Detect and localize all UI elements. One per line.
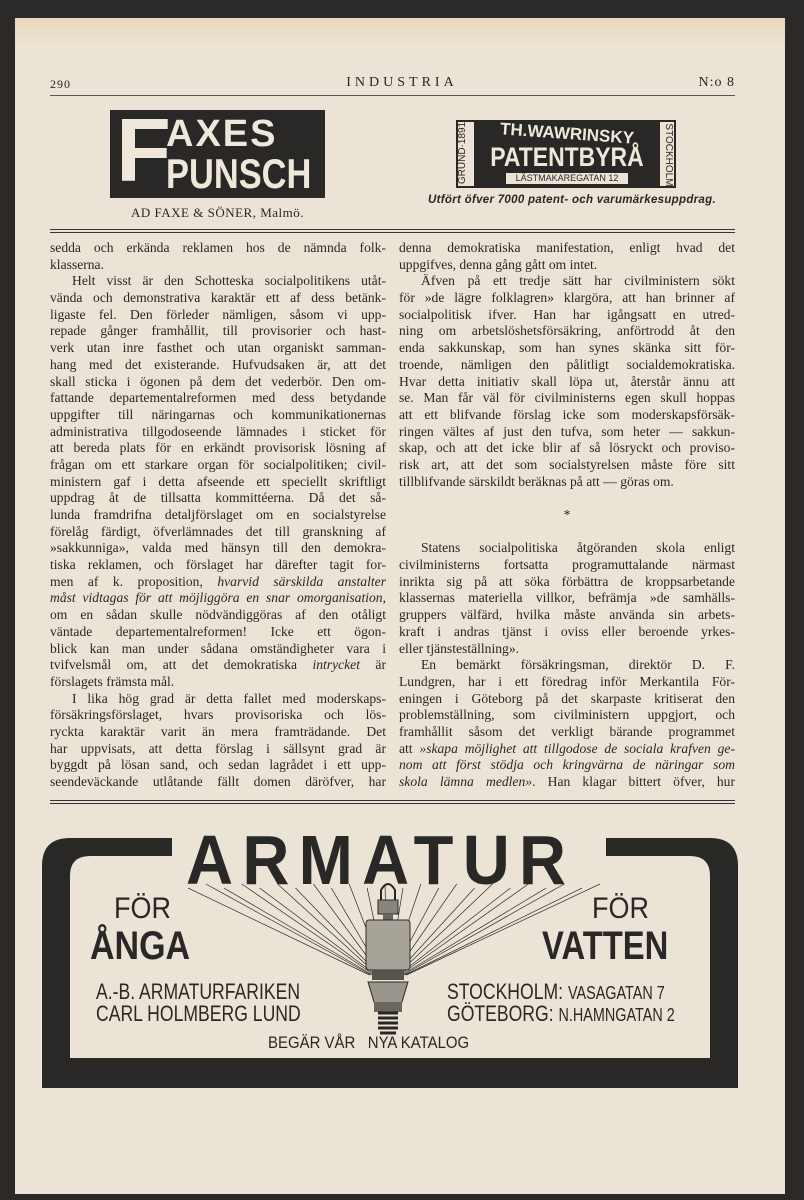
text-segment: är: [360, 657, 386, 673]
faxes-word: AXES: [166, 113, 278, 155]
company-address: LÄSTMAKAREGATAN 12: [506, 173, 628, 184]
text-segment: se. Man får väl för civilministerns egen skull hoppas: [399, 390, 735, 406]
text-segment: uppdrag åt de tillsatta kommittéerna. Då det så-: [50, 490, 386, 506]
text-segment: framhållit såsom det verkligt bärande programmet: [399, 723, 735, 739]
text-segment: skall sticka i ögonen på dem det vederbör. Den om-: [50, 373, 386, 389]
text-segment: tiska reklamen, och förslaget har därefter tagit for-: [50, 557, 386, 573]
text-segment: att bereda plats för en erkändt provisorisk lösning af: [50, 440, 386, 456]
office-city: GÖTEBORG:: [447, 1001, 554, 1026]
text-segment: Hvar detta initiativ skall löpa ut, återstår ännu att: [399, 373, 735, 389]
punsch-word: PUNSCH: [166, 150, 312, 197]
text-segment: byggdt på lösan sand, och sedan lagrådet i ett upp-: [50, 757, 386, 773]
text-segment: administrativa tillgodoseende lämnades i sticket för: [50, 423, 386, 439]
text-segment: men af k. proposition,: [50, 573, 218, 589]
text-segment: blick kan man under sådana omständigheter vara i: [50, 640, 386, 656]
armatur-headline: ARMATUR: [186, 821, 576, 899]
text-segment: Statens socialpolitiska åtgöranden skola enligt: [421, 540, 735, 556]
issue-number: N:o 8: [698, 75, 735, 90]
text-segment: ringen vältes af just den tufva, som heter — sakkun-: [399, 423, 735, 439]
text-segment: har uppvisats, att detta förslag i sällsynt grad är: [50, 740, 386, 756]
text-segment: vända och demonstrativa karaktär ett af dess betänk-: [50, 290, 386, 306]
ray-line: [188, 888, 370, 975]
text-segment: lunda framdrifna detaljförslaget om en socialstyrelse: [50, 507, 386, 522]
text-segment: Helt visst är den Schotteska socialpolitikens utåt-: [72, 273, 386, 289]
text-segment: En bemärkt försäkringsman, direktör D. F.: [421, 657, 735, 673]
text-segment: tvifvelsmål om, att det demokratiska: [50, 657, 313, 673]
office-city: STOCKHOLM:: [447, 979, 564, 1004]
text-segment: ning om arbetslöshetsförsäkring, anförtrodd åt den: [399, 323, 735, 339]
text-segment: ryckta karaktär varit än mera framträdande. Det: [50, 723, 386, 739]
text-segment: att: [399, 740, 420, 756]
text-segment: hang med det existerande. Hufvudsaken är, att det: [50, 356, 386, 372]
company-line-2: CARL HOLMBERG LUND: [96, 1001, 301, 1026]
text-segment: *: [563, 507, 571, 522]
wawrinsky-caption: Utfört öfver 7000 patent- och varumärkesuppdrag.: [428, 194, 716, 206]
text-segment: att ett blifvande förslag icke som moderskapsförsäk-: [399, 406, 735, 422]
text-segment: eller tjänsteställning».: [399, 640, 520, 656]
faxes-initial: F: [116, 101, 171, 201]
text-segment: frågan om ett starkare organ för socialpolitiken; civil-: [50, 456, 386, 472]
founded-label: GRUND·1891: [457, 121, 468, 185]
text-segment: försäkringsförslaget, hvars provisoriska och lös-: [50, 707, 386, 723]
text-segment: gruppers välfärd, hvilka måste använda sin arbets-: [399, 607, 735, 623]
text-segment: eningen i Göteborg på det skarpaste kritiserat den: [399, 690, 735, 706]
valve-icon: [366, 884, 410, 1033]
company-line-1: A.-B. ARMATURFARIKEN: [96, 979, 301, 1004]
text-segment: uppgifves, denna gång gått om intet.: [399, 256, 598, 272]
vatten-label: VATTEN: [542, 924, 669, 968]
city-label: STOCKHOLM: [663, 123, 674, 187]
text-segment: repade gånger framhållit, till provisorier och hast-: [50, 323, 386, 339]
page-number: 290: [50, 77, 71, 91]
text-segment: troende, nämligen den pålitligt socialdemokratiska.: [399, 356, 735, 372]
text-segment: tillblifvande särskildt beräknas på att — göras om.: [399, 473, 674, 489]
text-segment: ,: [382, 590, 386, 606]
company-name: TH.WAWRINSKY: [499, 119, 635, 148]
italic-text: intrycket: [312, 657, 360, 673]
text-segment: socialpolitisk ifver. Han har igångsatt en utred-: [399, 306, 735, 322]
text-segment: seendeväckande utlåtande fällt domen däröfver, har: [50, 774, 386, 789]
for-label-right: FÖR: [592, 892, 649, 925]
text-segment: förslagets främsta mål.: [50, 673, 175, 689]
text-segment: för »de lägre folklagren» klargöra, att han brinner af: [399, 290, 735, 306]
text-segment: Lundgren, har i ett föredrag inför Merkantila För-: [399, 673, 735, 689]
office-address: N.HAMNGATAN 2: [558, 1005, 675, 1025]
text-segment: klassernas materiella villkor, befrämja »de samhälls-: [399, 590, 735, 606]
text-segment: förelåg färdigt, öfverlämnades det till granskning af: [50, 523, 386, 539]
text-segment: sedda och erkända reklamen hos de nämnda folk-: [50, 240, 386, 255]
italic-text: hvarvid särskilda anstalter: [217, 573, 386, 589]
ray-line: [224, 888, 373, 975]
faxes-caption: AD FAXE & SÖNER, Malmö.: [130, 205, 305, 220]
text-segment: kraft i andras tjänst i oviss eller beroende yrkes-: [399, 623, 735, 639]
text-segment: civilministerns fortsatta programuttalande närmast: [399, 557, 735, 573]
text-segment: Äfven på ett tredje sätt har civilministern sökt: [421, 273, 735, 289]
text-segment: ligaste fel. Den förleder nämligen, såsom vi upp-: [50, 306, 386, 322]
italic-text: »skapa möjlighet att tillgodose de sociala krafven ge-: [419, 740, 735, 756]
text-segment: problemställning, som civilministern uppgjort, och: [399, 707, 735, 723]
text-segment: ministern gaf i detta afseende ett speciellt skriftligt: [50, 473, 386, 489]
text-segment: denna demokratiska manifestation, enligt hvad det: [399, 240, 735, 255]
text-segment: fattande departementalreformen med dess betydande: [50, 390, 386, 406]
ray-line: [402, 888, 547, 975]
company-title: PATENTBYRÅ: [490, 142, 644, 172]
text-segment: klasserna.: [50, 256, 104, 272]
ray-line: [260, 888, 376, 975]
goteborg-office: [447, 1001, 675, 1027]
text-segment: . Han klagar bittert öfver, hur: [532, 774, 736, 789]
text-segment: inrikta sig på att söka förbättra de kroppsarbetande: [399, 573, 735, 589]
text-segment: skap, och att det icke blir af så lösryckt och proviso-: [399, 440, 735, 456]
italic-text: skola lämna medlen»: [399, 774, 533, 789]
for-label-left: FÖR: [114, 892, 171, 925]
catalog-cta: BEGÄR VÅR NYA KATALOG: [268, 1033, 470, 1052]
text-segment: om en sådan skulle nödvändiggöras af den otåligt: [50, 607, 386, 623]
text-segment: verk utan inre fasthet och utan organiskt samman-: [50, 340, 386, 356]
text-segment: enda sakkunskap, som han synes skänka sitt för-: [399, 340, 735, 356]
anga-label: ÅNGA: [90, 924, 191, 968]
italic-text: måst vidtagas för att möjliggöra en snar omorganisation: [50, 590, 383, 606]
text-segment: I lika hög grad är detta fallet med moderskaps-: [72, 690, 386, 706]
text-segment: väntade departementalreformen! Icke ett ögon-: [50, 623, 386, 639]
text-segment: uppgifter till näringarnas och kommunikationernas: [50, 406, 386, 422]
office-address: VASAGATAN 7: [567, 983, 665, 1003]
text-segment: risk art, att det som socialstyrelsen måste före sitt: [399, 456, 735, 472]
journal-title: INDUSTRIA: [346, 75, 458, 90]
italic-text: nom att först stödja och kringvärna de näringar som: [399, 757, 735, 773]
text-segment: »sakkunniga», valda med hänsyn till den demokra-: [50, 540, 386, 556]
